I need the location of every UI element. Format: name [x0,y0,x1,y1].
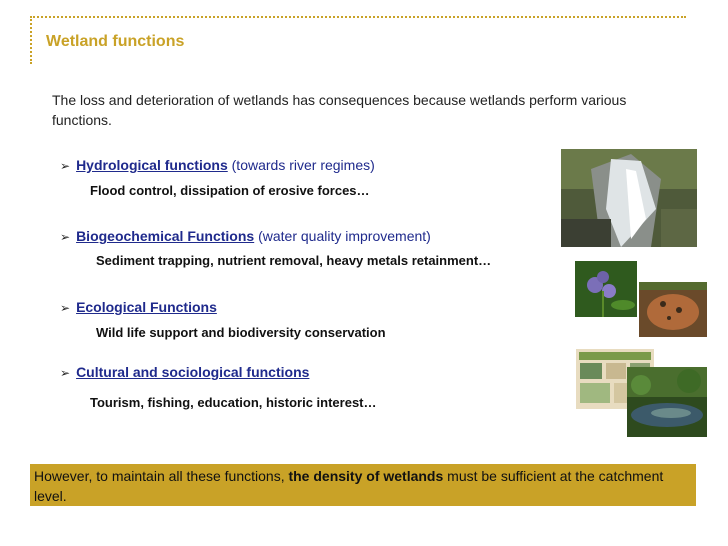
waterfall-photo [561,149,697,247]
section-hydrological [60,157,375,173]
banner-text-pre: However, to maintain all these functions, [34,468,289,484]
section-paren: (towards river regimes) [231,157,375,173]
banner-text-bold: the density of wetlands [288,468,444,484]
banner-text-post: must be sufficient at the catchment level. [34,468,664,504]
frog-photo [639,282,707,337]
title-frame-left [30,16,32,64]
arrow-bullet-icon: ➢ [60,366,71,380]
arrow-bullet-icon: ➢ [60,230,71,244]
flower-photo [575,261,637,317]
arrow-bullet-icon: ➢ [60,301,71,315]
intro-text: The loss and deterioration of wetlands has consequences because wetlands perform various functions. [52,92,627,128]
section-heading: Biogeochemical Functions [76,228,255,244]
slide-title: Wetland functions [46,33,185,50]
section-ecological [60,299,217,315]
section-detail: Wild life support and biodiversity conservation [96,325,386,340]
section-detail: Sediment trapping, nutrient removal, heavy metals retainment… [96,253,492,268]
river-photo [627,367,707,437]
arrow-bullet-icon: ➢ [60,159,71,173]
section-heading: Hydrological functions [76,157,228,173]
title-frame-top [30,16,686,18]
section-detail: Flood control, dissipation of erosive forces… [90,183,370,198]
conclusion-banner [30,464,696,506]
section-detail: Tourism, fishing, education, historic interest… [90,395,377,410]
section-heading: Ecological Functions [76,299,217,315]
section-heading: Cultural and sociological functions [76,364,310,380]
section-paren: (water quality improvement) [258,228,431,244]
section-biogeochemical [60,228,431,244]
section-cultural [60,364,309,380]
